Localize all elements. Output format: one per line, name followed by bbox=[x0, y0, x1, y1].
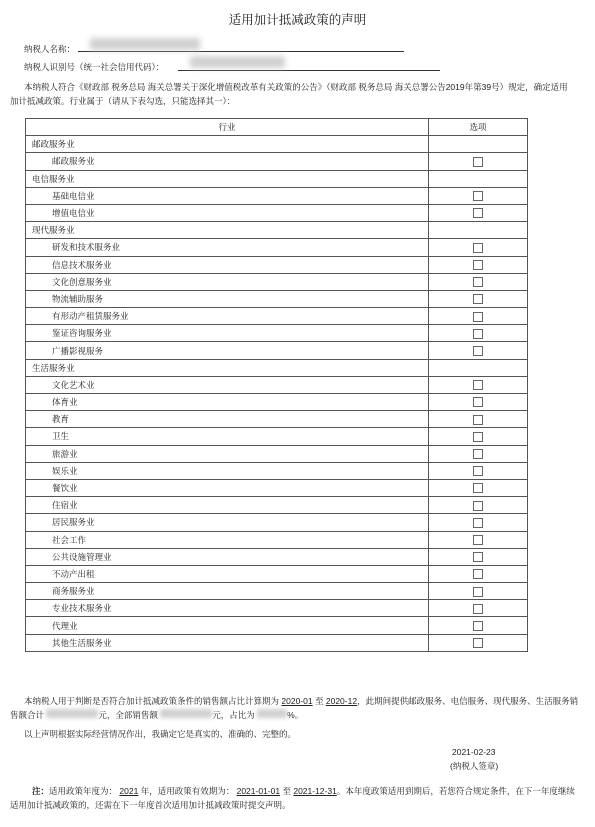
note-paragraph bbox=[10, 784, 580, 812]
option-checkbox[interactable] bbox=[473, 191, 483, 201]
industry-label: 餐饮业 bbox=[26, 479, 429, 496]
category-label: 生活服务业 bbox=[26, 359, 429, 376]
option-cell bbox=[429, 565, 528, 582]
period-end: 2020-12 bbox=[325, 696, 358, 706]
taxpayer-name-label: 纳税人名称： bbox=[24, 44, 76, 54]
industry-label: 教育 bbox=[26, 411, 429, 428]
note-text-3: 。本年度政策适用到期后，若您符合规定条件，在下一年度继续适用加计抵减政策的，还需在下一年度首次适用加计抵减政策时提交声明。 bbox=[10, 786, 575, 810]
industry-row bbox=[26, 600, 528, 617]
taxpayer-id-redacted bbox=[190, 56, 285, 68]
option-checkbox[interactable] bbox=[473, 535, 483, 545]
industry-label: 体育业 bbox=[26, 394, 429, 411]
industry-row bbox=[26, 428, 528, 445]
option-checkbox[interactable] bbox=[473, 243, 483, 253]
industry-row bbox=[26, 325, 528, 342]
option-cell bbox=[429, 359, 528, 376]
industry-row bbox=[26, 479, 528, 496]
option-checkbox[interactable] bbox=[473, 449, 483, 459]
industry-label: 信息技术服务业 bbox=[26, 256, 429, 273]
option-checkbox[interactable] bbox=[473, 329, 483, 339]
statement-text-3: 元，全部销售额 bbox=[98, 710, 158, 720]
industry-label: 不动产出租 bbox=[26, 565, 429, 582]
industry-label: 广播影视服务 bbox=[26, 342, 429, 359]
option-cell bbox=[429, 204, 528, 221]
industry-row bbox=[26, 514, 528, 531]
sign-date: 2021-02-23 bbox=[452, 747, 496, 757]
industry-row bbox=[26, 273, 528, 290]
industry-row bbox=[26, 634, 528, 651]
statement-text-4: 元，占比为 bbox=[212, 710, 255, 720]
industry-label: 专业技术服务业 bbox=[26, 600, 429, 617]
industry-label: 有形动产租赁服务业 bbox=[26, 308, 429, 325]
option-checkbox[interactable] bbox=[473, 466, 483, 476]
industry-label: 卫生 bbox=[26, 428, 429, 445]
all-sales-redacted bbox=[160, 709, 212, 718]
option-cell bbox=[429, 273, 528, 290]
option-checkbox[interactable] bbox=[473, 312, 483, 322]
industry-row bbox=[26, 617, 528, 634]
industry-row bbox=[26, 445, 528, 462]
option-checkbox[interactable] bbox=[473, 277, 483, 287]
industry-label: 鉴证咨询服务业 bbox=[26, 325, 429, 342]
option-cell bbox=[429, 325, 528, 342]
option-cell bbox=[429, 394, 528, 411]
industry-row bbox=[26, 204, 528, 221]
option-cell bbox=[429, 153, 528, 170]
option-cell bbox=[429, 531, 528, 548]
ratio-redacted bbox=[257, 709, 287, 718]
option-checkbox[interactable] bbox=[473, 294, 483, 304]
period-start: 2020-01 bbox=[281, 696, 313, 706]
option-checkbox[interactable] bbox=[473, 432, 483, 442]
option-checkbox[interactable] bbox=[473, 380, 483, 390]
industry-label: 旅游业 bbox=[26, 445, 429, 462]
category-label: 邮政服务业 bbox=[26, 136, 429, 153]
note-end: 2021-12-31 bbox=[293, 786, 337, 796]
option-cell bbox=[429, 634, 528, 651]
statement-truthful: 以上声明根据实际经营情况作出，我确定它是真实的、准确的、完整的。 bbox=[24, 729, 297, 739]
industry-label: 住宿业 bbox=[26, 497, 429, 514]
option-checkbox[interactable] bbox=[473, 518, 483, 528]
industry-row bbox=[26, 376, 528, 393]
industry-row bbox=[26, 548, 528, 565]
category-row bbox=[26, 136, 528, 153]
option-checkbox[interactable] bbox=[473, 208, 483, 218]
industry-label: 娱乐业 bbox=[26, 462, 429, 479]
option-cell bbox=[429, 514, 528, 531]
option-cell bbox=[429, 445, 528, 462]
option-checkbox[interactable] bbox=[473, 397, 483, 407]
option-cell bbox=[429, 411, 528, 428]
option-cell bbox=[429, 342, 528, 359]
industry-label: 社会工作 bbox=[26, 531, 429, 548]
option-cell bbox=[429, 239, 528, 256]
option-cell bbox=[429, 583, 528, 600]
option-cell bbox=[429, 170, 528, 187]
taxpayer-name-line bbox=[78, 51, 404, 52]
note-start: 2021-01-01 bbox=[236, 786, 281, 796]
statement-text-5: %。 bbox=[287, 710, 304, 720]
industry-row bbox=[26, 239, 528, 256]
option-cell bbox=[429, 376, 528, 393]
statement-text-2: ，此期间提供邮政服务、电信服务、现代服务、生活服务销售额合计 bbox=[10, 696, 579, 720]
page-title: 适用加计抵减政策的声明 bbox=[228, 13, 367, 27]
industry-label: 邮政服务业 bbox=[26, 153, 429, 170]
taxpayer-id-line bbox=[178, 70, 440, 71]
category-row bbox=[26, 222, 528, 239]
note-year: 2021 bbox=[119, 786, 139, 796]
option-checkbox[interactable] bbox=[473, 569, 483, 579]
option-checkbox[interactable] bbox=[473, 346, 483, 356]
option-cell bbox=[429, 428, 528, 445]
note-label: 注： bbox=[32, 786, 50, 796]
industry-label: 物流辅助服务 bbox=[26, 290, 429, 307]
option-checkbox[interactable] bbox=[473, 604, 483, 614]
option-checkbox[interactable] bbox=[473, 415, 483, 425]
industry-label: 商务服务业 bbox=[26, 583, 429, 600]
option-checkbox[interactable] bbox=[473, 483, 483, 493]
option-checkbox[interactable] bbox=[473, 621, 483, 631]
option-checkbox[interactable] bbox=[473, 552, 483, 562]
option-cell bbox=[429, 308, 528, 325]
industry-label: 代理业 bbox=[26, 617, 429, 634]
category-label: 电信服务业 bbox=[26, 170, 429, 187]
category-label: 现代服务业 bbox=[26, 222, 429, 239]
industry-label: 增值电信业 bbox=[26, 204, 429, 221]
header-industry: 行业 bbox=[26, 119, 429, 136]
note-text-1: 适用政策年度为： bbox=[49, 786, 118, 796]
industry-label: 研发和技术服务业 bbox=[26, 239, 429, 256]
taxpayer-id-label: 纳税人识别号（统一社会信用代码）： bbox=[24, 62, 165, 72]
sign-label: (纳税人签章) bbox=[450, 761, 499, 771]
industry-row bbox=[26, 497, 528, 514]
category-row bbox=[26, 359, 528, 376]
option-cell bbox=[429, 290, 528, 307]
industry-label: 文化艺术业 bbox=[26, 376, 429, 393]
industry-label: 公共设施管理业 bbox=[26, 548, 429, 565]
statement-text-1: 本纳税人用于判断是否符合加计抵减政策条件的销售额占比计算期为 bbox=[24, 696, 280, 706]
option-checkbox[interactable] bbox=[473, 501, 483, 511]
option-cell bbox=[429, 136, 528, 153]
industry-label: 基础电信业 bbox=[26, 187, 429, 204]
option-cell bbox=[429, 617, 528, 634]
option-cell bbox=[429, 479, 528, 496]
industry-label: 其他生活服务业 bbox=[26, 634, 429, 651]
industry-row bbox=[26, 565, 528, 582]
option-cell bbox=[429, 548, 528, 565]
industry-label: 文化创意服务业 bbox=[26, 273, 429, 290]
industry-row bbox=[26, 308, 528, 325]
industry-row bbox=[26, 153, 528, 170]
note-text-2: 年，适用政策有效期为： bbox=[140, 786, 235, 796]
table-header-row bbox=[26, 119, 528, 136]
industry-label: 居民服务业 bbox=[26, 514, 429, 531]
note-to: 至 bbox=[282, 786, 291, 796]
industry-row bbox=[26, 583, 528, 600]
option-cell bbox=[429, 462, 528, 479]
intro-paragraph: 本纳税人符合《财政部 税务总局 海关总署关于深化增值税改革有关政策的公告》（财政部 税务总局 海关总署公告2019年第39号）规定，确定适用加计抵减政策。行业属于（请从下表勾选，只能选择其一）： bbox=[10, 82, 568, 106]
option-checkbox[interactable] bbox=[473, 260, 483, 270]
sales-total-redacted bbox=[46, 709, 98, 718]
option-cell bbox=[429, 222, 528, 239]
industry-row bbox=[26, 290, 528, 307]
taxpayer-name-redacted bbox=[90, 38, 200, 50]
option-checkbox[interactable] bbox=[473, 157, 483, 167]
option-cell bbox=[429, 497, 528, 514]
industry-row bbox=[26, 342, 528, 359]
industry-row bbox=[26, 256, 528, 273]
option-checkbox[interactable] bbox=[473, 638, 483, 648]
category-row bbox=[26, 170, 528, 187]
industry-row bbox=[26, 531, 528, 548]
industry-row bbox=[26, 394, 528, 411]
header-option: 选项 bbox=[429, 119, 528, 136]
option-cell bbox=[429, 187, 528, 204]
option-cell bbox=[429, 600, 528, 617]
statement-to: 至 bbox=[314, 696, 324, 706]
industry-table bbox=[25, 118, 528, 652]
industry-row bbox=[26, 411, 528, 428]
option-checkbox[interactable] bbox=[473, 587, 483, 597]
industry-row bbox=[26, 187, 528, 204]
industry-row bbox=[26, 462, 528, 479]
option-cell bbox=[429, 256, 528, 273]
statement-sales-ratio bbox=[10, 694, 580, 722]
